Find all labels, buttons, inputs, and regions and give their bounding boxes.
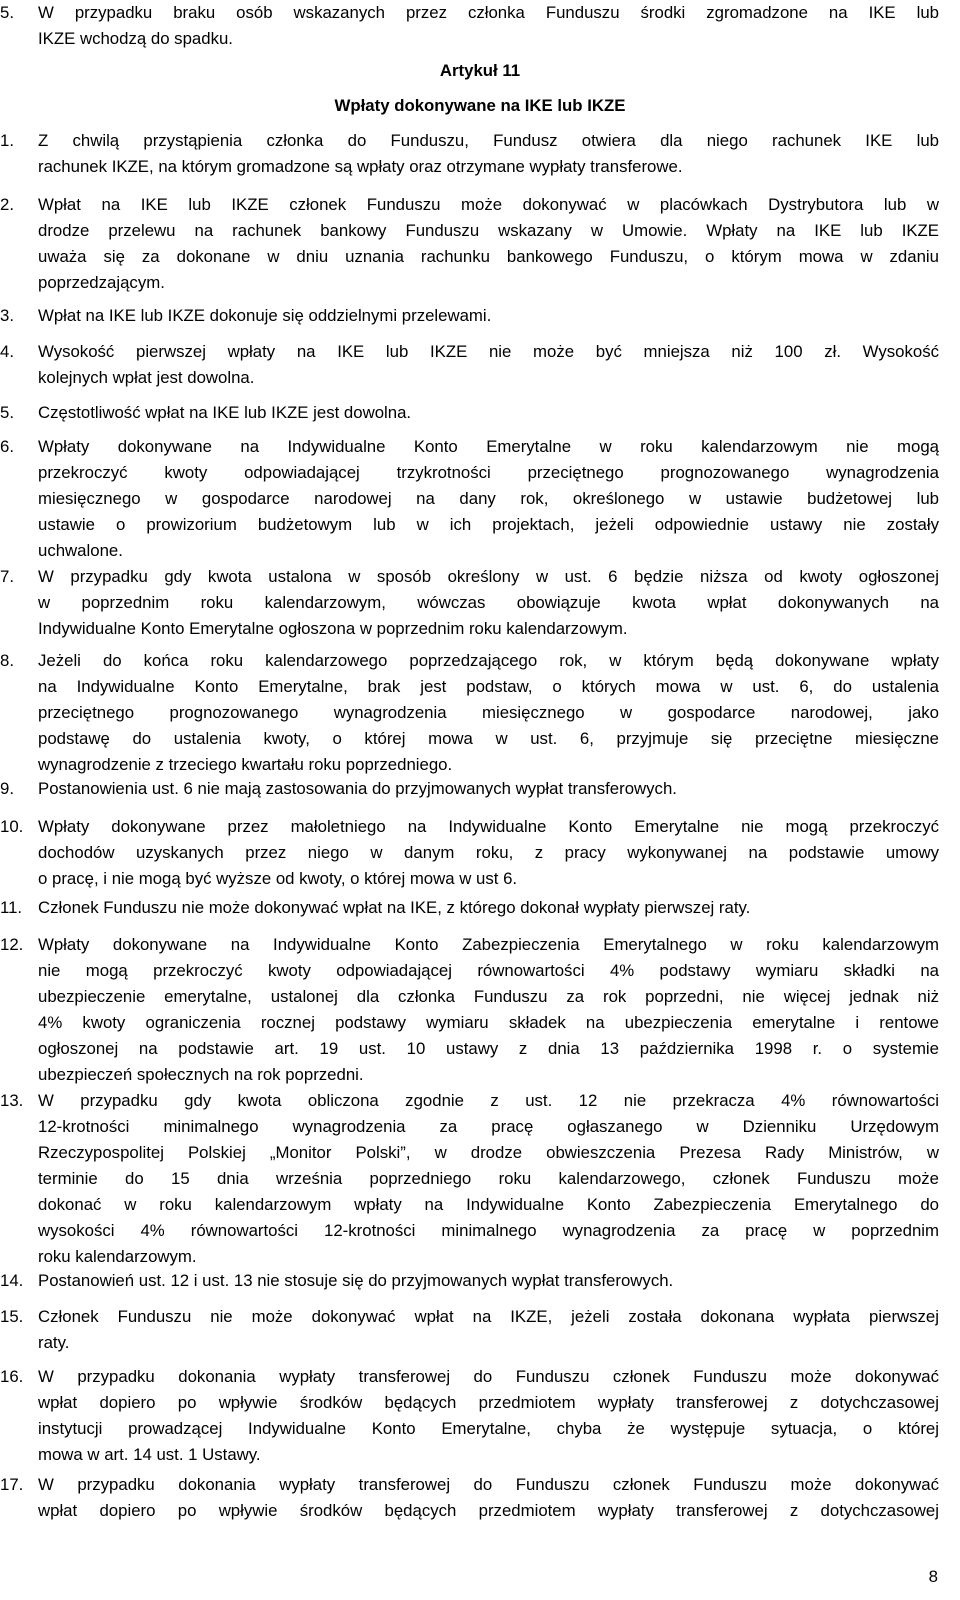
- paragraph-line: Z chwilą przystąpienia członka do Funduszu, Fundusz otwiera dla niego rachunek IKE lub: [38, 131, 939, 150]
- paragraph-line: Wpłat na IKE lub IKZE członek Funduszu może dokonywać w placówkach Dystrybutora lub w: [38, 195, 939, 214]
- paragraph-line: Rzeczypospolitej Polskiej „Monitor Polski”, w drodze obwieszczenia Prezesa Rady Ministrów, w: [38, 1143, 939, 1162]
- paragraph-line: wpłat dopiero po wpływie środków będących przedmiotem wypłaty transferowej z dotychczasowej: [38, 1501, 939, 1520]
- paragraph-line: 4% kwoty ograniczenia rocznej podstawy wymiaru składek na ubezpieczenia emerytalne i rentowe: [38, 1013, 939, 1032]
- paragraph-number: 9.: [0, 779, 14, 798]
- paragraph-line: roku kalendarzowym.: [38, 1247, 197, 1266]
- paragraph-line: nie mogą przekroczyć kwoty odpowiadającej równowartości 4% podstawy wymiaru składki na: [38, 961, 939, 980]
- paragraph-line: Indywidualne Konto Emerytalne ogłoszona w poprzednim roku kalendarzowym.: [38, 619, 628, 638]
- paragraph-number: 15.: [0, 1307, 24, 1326]
- paragraph-number: 8.: [0, 651, 14, 670]
- paragraph-line: Wpłaty dokonywane na Indywidualne Konto Zabezpieczenia Emerytalnego w roku kalendarzowym: [38, 935, 939, 954]
- paragraph-line: drodze przelewu na rachunek bankowy Funduszu wskazany w Umowie. Wpłaty na IKE lub IKZE: [38, 221, 939, 240]
- paragraph-line: Wpłaty dokonywane przez małoletniego na Indywidualne Konto Emerytalne nie mogą przekroczyć: [38, 817, 939, 836]
- paragraph-line: Wpłat na IKE lub IKZE dokonuje się oddzielnymi przelewami.: [38, 306, 492, 325]
- paragraph-line: W przypadku gdy kwota ustalona w sposób określony w ust. 6 będzie niższa od kwoty ogłoszonej: [38, 567, 939, 586]
- paragraph-line: przeciętnego prognozowanego wynagrodzenia miesięcznego w gospodarce narodowej, jako: [38, 703, 939, 722]
- paragraph-number: 16.: [0, 1367, 24, 1386]
- paragraph-number: 12.: [0, 935, 24, 954]
- paragraph-line: rachunek IKZE, na którym gromadzone są wpłaty oraz otrzymane wypłaty transferowe.: [38, 157, 683, 176]
- paragraph-line: terminie do 15 dnia września poprzedniego roku kalendarzowego, członek Funduszu może: [38, 1169, 939, 1188]
- paragraph-number: 5.: [0, 403, 14, 422]
- paragraph-line: ogłoszonej na podstawie art. 19 ust. 10 ustawy z dnia 13 października 1998 r. o systemie: [38, 1039, 939, 1058]
- paragraph-line: ubezpieczenie emerytalne, ustalonej dla członka Funduszu za rok poprzedni, nie więcej jednak niż: [38, 987, 939, 1006]
- paragraph-line: dokonać w roku kalendarzowym wpłaty na Indywidualne Konto Zabezpieczenia Emerytalnego do: [38, 1195, 939, 1214]
- paragraph-line: kolejnych wpłat jest dowolna.: [38, 368, 255, 387]
- paragraph-line: 12-krotności minimalnego wynagrodzenia za pracę ogłaszanego w Dzienniku Urzędowym: [38, 1117, 939, 1136]
- paragraph-line: Postanowień ust. 12 i ust. 13 nie stosuje się do przyjmowanych wypłat transferowych.: [38, 1271, 674, 1290]
- paragraph-line: W przypadku dokonania wypłaty transferowej do Funduszu członek Funduszu może dokonywać: [38, 1475, 939, 1494]
- paragraph-line: miesięcznego w gospodarce narodowej na dany rok, określonego w ustawie budżetowej lub: [38, 489, 939, 508]
- article-title-heading: Wpłaty dokonywane na IKE lub IKZE: [334, 96, 626, 115]
- paragraph-line: Postanowienia ust. 6 nie mają zastosowania do przyjmowanych wypłat transferowych.: [38, 779, 677, 798]
- paragraph-number: 13.: [0, 1091, 24, 1110]
- paragraph-line: instytucji prowadzącej Indywidualne Konto Emerytalne, chyba że występuje sytuacja, o której: [38, 1419, 939, 1438]
- paragraph-line: wynagrodzenie z trzeciego kwartału roku poprzedniego.: [38, 755, 453, 774]
- paragraph-line: W przypadku gdy kwota obliczona zgodnie z ust. 12 nie przekracza 4% równowartości: [38, 1091, 939, 1110]
- paragraph-line: IKZE wchodzą do spadku.: [38, 29, 233, 48]
- paragraph-line: podstawę do ustalenia kwoty, o której mowa w ust. 6, przyjmuje się przeciętne miesięczne: [38, 729, 939, 748]
- paragraph-line: dochodów uzyskanych przez niego w danym roku, z pracy wykonywanej na podstawie umowy: [38, 843, 939, 862]
- paragraph-line: Jeżeli do końca roku kalendarzowego poprzedzającego rok, w którym będą dokonywane wpłaty: [38, 651, 939, 670]
- paragraph-number: 5.: [0, 3, 14, 22]
- paragraph-line: poprzedzającym.: [38, 273, 165, 292]
- paragraph-number: 6.: [0, 437, 14, 456]
- paragraph-number: 17.: [0, 1475, 24, 1494]
- paragraph-number: 10.: [0, 817, 24, 836]
- paragraph-line: Członek Funduszu nie może dokonywać wpłat na IKZE, jeżeli została dokonana wypłata pierwszej: [38, 1307, 939, 1326]
- paragraph-line: wpłat dopiero po wpływie środków będących przedmiotem wypłaty transferowej z dotychczasowej: [38, 1393, 939, 1412]
- paragraph-line: mowa w art. 14 ust. 1 Ustawy.: [38, 1445, 261, 1464]
- paragraph-line: ubezpieczeń społecznych na rok poprzedni.: [38, 1065, 364, 1084]
- paragraph-line: ustawie o prowizorium budżetowym lub w ich projektach, jeżeli odpowiednie ustawy nie zostały: [38, 515, 939, 534]
- paragraph-number: 2.: [0, 195, 14, 214]
- paragraph-line: W przypadku braku osób wskazanych przez członka Funduszu środki zgromadzone na IKE lub: [38, 3, 939, 22]
- paragraph-line: Wpłaty dokonywane na Indywidualne Konto Emerytalne w roku kalendarzowym nie mogą: [38, 437, 939, 456]
- paragraph-line: Wysokość pierwszej wpłaty na IKE lub IKZE nie może być mniejsza niż 100 zł. Wysokość: [38, 342, 939, 361]
- paragraph-line: wysokości 4% równowartości 12-krotności minimalnego wynagrodzenia za pracę w poprzednim: [38, 1221, 939, 1240]
- paragraph-line: Częstotliwość wpłat na IKE lub IKZE jest dowolna.: [38, 403, 412, 422]
- paragraph-number: 7.: [0, 567, 14, 586]
- paragraph-number: 3.: [0, 306, 14, 325]
- paragraph-line: przekroczyć kwoty odpowiadającej trzykrotności przeciętnego prognozowanego wynagrodzenia: [38, 463, 939, 482]
- paragraph-number: 11.: [0, 898, 23, 917]
- paragraph-number: 1.: [0, 131, 14, 150]
- paragraph-line: W przypadku dokonania wypłaty transferowej do Funduszu członek Funduszu może dokonywać: [38, 1367, 939, 1386]
- article-number-heading: Artykuł 11: [439, 61, 521, 80]
- paragraph-line: Członek Funduszu nie może dokonywać wpłat na IKE, z którego dokonał wypłaty pierwszej raty.: [38, 898, 751, 917]
- paragraph-line: uważa się za dokonane w dniu uznania rachunku bankowego Funduszu, o którym mowa w zdaniu: [38, 247, 939, 266]
- paragraph-line: raty.: [38, 1333, 70, 1352]
- page-number: 8: [928, 1567, 938, 1586]
- paragraph-number: 14.: [0, 1271, 24, 1290]
- paragraph-line: o pracę, i nie mogą być wyższe od kwoty, o której mowa w ust 6.: [38, 869, 518, 888]
- paragraph-number: 4.: [0, 342, 14, 361]
- paragraph-line: w poprzednim roku kalendarzowym, wówczas obowiązuje kwota wpłat dokonywanych na: [38, 593, 939, 612]
- paragraph-line: uchwalone.: [38, 541, 123, 560]
- paragraph-line: na Indywidualne Konto Emerytalne, brak jest podstaw, o których mowa w ust. 6, do ustalenia: [38, 677, 939, 696]
